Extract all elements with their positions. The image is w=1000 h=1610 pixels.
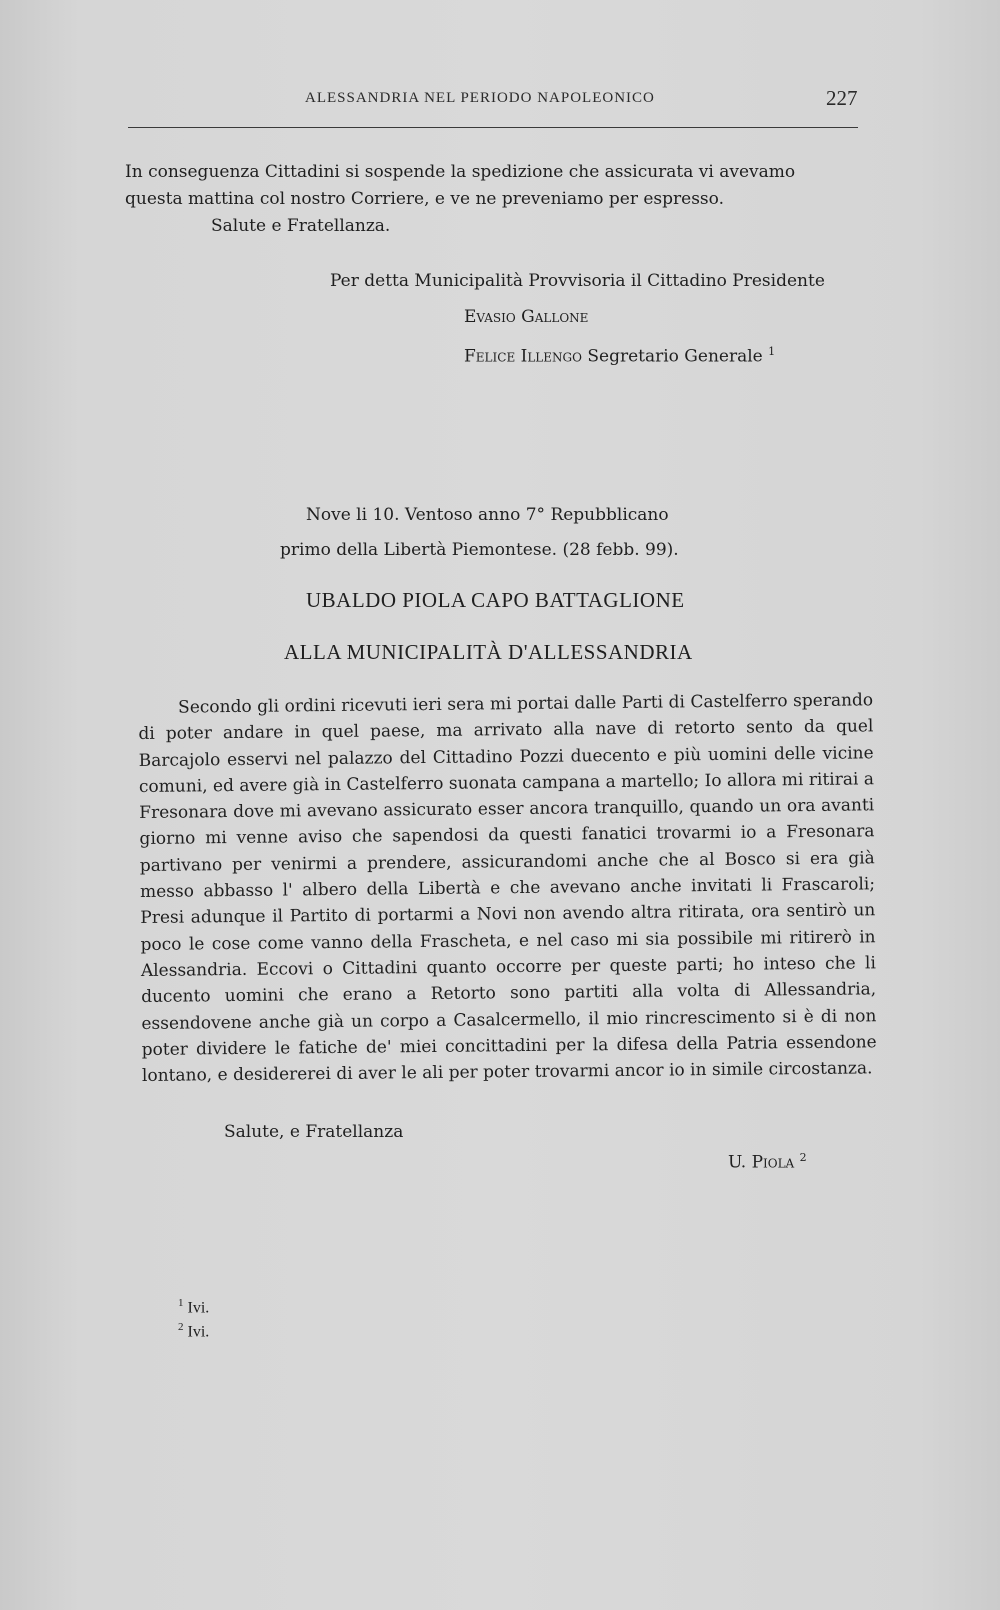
running-title: ALESSANDRIA NEL PERIODO NAPOLEONICO bbox=[305, 90, 655, 106]
footnote-1 bbox=[178, 1297, 209, 1317]
signer-illengo-name: Felice Illengo bbox=[464, 346, 582, 367]
footnote-2-text: Ivi. bbox=[187, 1323, 210, 1341]
dateline-line1: Nove li 10. Ventoso anno 7° Repubblicano bbox=[306, 505, 669, 525]
dateline-line2: primo della Libertà Piemontese. (28 febb. 99). bbox=[280, 540, 679, 560]
letter1-line1: In conseguenza Cittadini si sospende la spedizione che assicurata vi avevamo bbox=[125, 162, 796, 182]
letter2-closing: Salute, e Fratellanza bbox=[224, 1122, 404, 1142]
signature-intro: Per detta Municipalità Provvisoria il Cittadino Presidente bbox=[330, 271, 825, 291]
footnote-2 bbox=[178, 1321, 209, 1341]
signer-illengo-role: Segretario Generale bbox=[587, 346, 763, 367]
signer-gallone: Evasio Gallone bbox=[464, 307, 589, 327]
letter2-signature-line bbox=[728, 1148, 807, 1173]
letter2-subtitle: ALLA MUNICIPALITÀ D'ALLESSANDRIA bbox=[284, 640, 693, 664]
signer-illengo-line bbox=[464, 342, 775, 367]
page-number: 227 bbox=[826, 86, 858, 110]
footnote-1-text: Ivi. bbox=[187, 1299, 210, 1317]
footnote-ref-2: 2 bbox=[799, 1151, 807, 1164]
footnote-ref-1: 1 bbox=[768, 345, 776, 358]
footnote-2-mark: 2 bbox=[178, 1321, 184, 1333]
footnote-1-mark: 1 bbox=[178, 1297, 184, 1309]
letter1-closing: Salute e Fratellanza. bbox=[211, 216, 391, 236]
letter1-line2: questa mattina col nostro Corriere, e ve ne preveniamo per espresso. bbox=[125, 189, 724, 209]
letter2-body: Secondo gli ordini ricevuti ieri sera mi portai dalle Parti di Castelferro sperando di poter andare in quel paese, ma arrivato alla nave di retorto sento da quel Barcajolo esservi nel palazzo del Cittadino Pozzi duecento e più uomini delle vicine comuni, ed avere già in Castelferro suonata campana a martello; Io allora mi ritirai a Fresonara dove mi avevano assicurato esser ancora tranquillo, quando un ora avanti giorno mi venne aviso che sapendosi da questi fanatici trovarmi io a Fresonara partivano per venirmi a prendere, assicurandomi anche che al Bosco si era già messo abbasso l' albero della Libertà e che avevano anche invitati li Frascaroli; Presi adunque il Partito di portarmi a Novi non avendo altra ritirata, ora sentirò un poco le cose come vanno della Frascheta, e nel caso mi sia possibile mi ritirerò in Alessandria. Eccovi o Cittadini quanto occorre per queste parti; ho inteso che li ducento uomini che erano a Retorto sono partiti alla volta di Allessandria, essendovene anche già un corpo a Casalcermello, il mio rincrescimento si è di non poter dividere le fatiche de' miei concittadini per la difesa della Patria essendone lontano, e desidererei di aver le ali per poter trovarmi ancor io in simile circostanza. bbox=[138, 690, 877, 1087]
header-rule bbox=[128, 127, 858, 128]
signer-piola: U. Piola bbox=[728, 1152, 795, 1173]
letter2-title: UBALDO PIOLA CAPO BATTAGLIONE bbox=[306, 588, 685, 612]
